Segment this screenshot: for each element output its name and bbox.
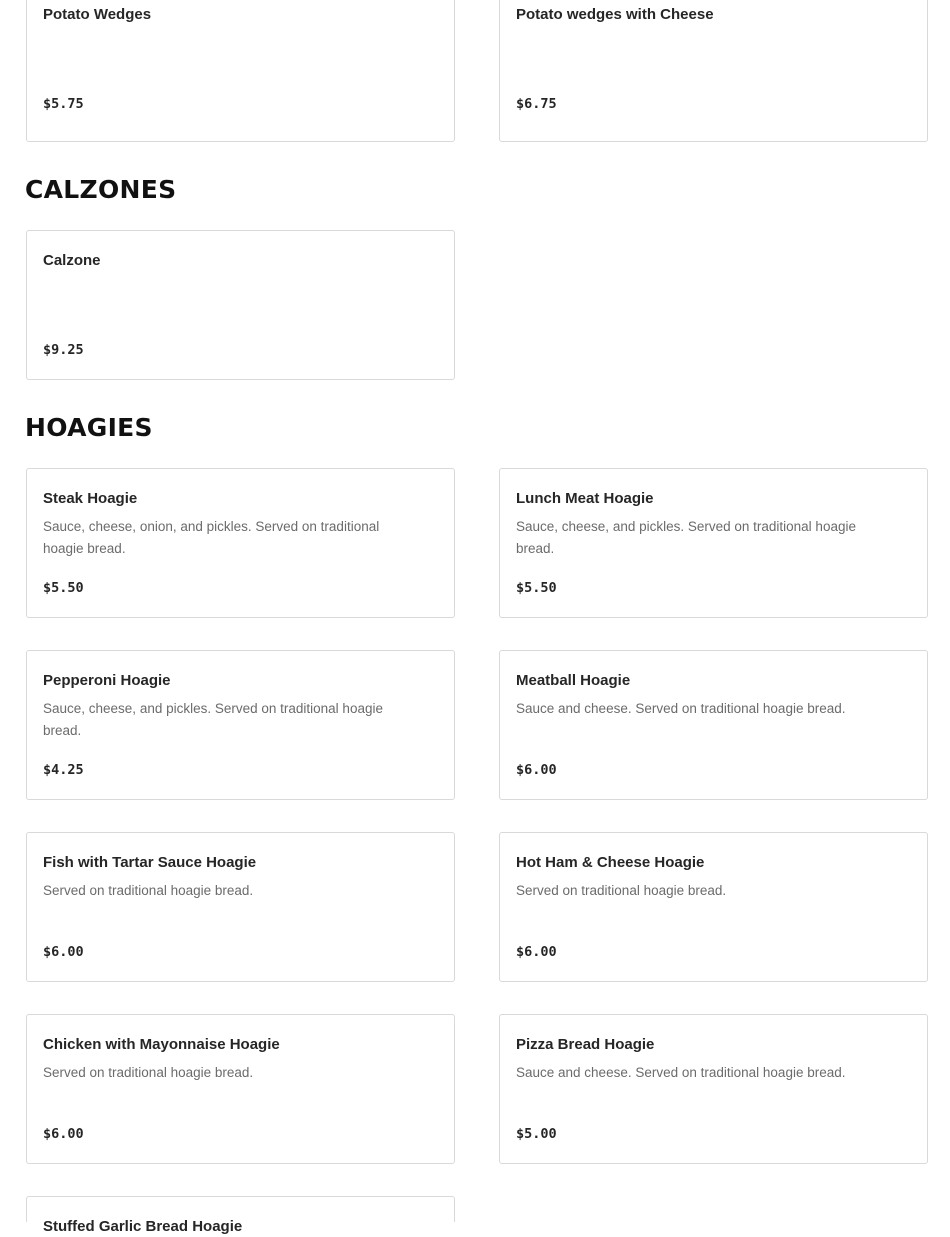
item-description: Sauce, cheese, and pickles. Served on traditional hoagie bread.: [43, 701, 383, 738]
item-name: Lunch Meat Hoagie: [516, 490, 654, 507]
menu-item-card[interactable]: [26, 832, 455, 982]
menu-item-card[interactable]: [26, 230, 455, 380]
section-heading-hoagies: HOAGIES: [25, 413, 153, 442]
item-price: $6.00: [43, 1126, 84, 1142]
item-name: Fish with Tartar Sauce Hoagie: [43, 854, 257, 871]
item-name: Hot Ham & Cheese Hoagie: [516, 854, 705, 871]
item-price: $6.75: [516, 96, 557, 112]
item-name: Steak Hoagie: [43, 490, 138, 507]
menu-item-card[interactable]: [499, 468, 928, 618]
menu-item-card[interactable]: [26, 1196, 455, 1235]
item-price: $6.00: [43, 944, 84, 960]
menu-item-card[interactable]: [26, 468, 455, 618]
menu-item-card[interactable]: [499, 1014, 928, 1164]
item-name: Chicken with Mayonnaise Hoagie: [43, 1036, 280, 1053]
menu-item-card[interactable]: [26, 1014, 455, 1164]
item-description: Sauce, cheese, onion, and pickles. Served on traditional hoagie bread.: [43, 519, 380, 556]
item-price: $5.50: [516, 580, 557, 596]
item-description: Served on traditional hoagie bread.: [43, 1065, 254, 1080]
item-name: Pizza Bread Hoagie: [516, 1036, 655, 1053]
item-price: $6.00: [516, 762, 557, 778]
item-name: Stuffed Garlic Bread Hoagie: [43, 1218, 243, 1235]
menu-item-card[interactable]: [499, 0, 928, 142]
item-description: Served on traditional hoagie bread.: [43, 883, 254, 898]
item-name: Pepperoni Hoagie: [43, 672, 171, 689]
item-price: $5.50: [43, 580, 84, 596]
item-description: Sauce and cheese. Served on traditional hoagie bread.: [516, 1065, 846, 1080]
item-description: Served on traditional hoagie bread.: [516, 883, 727, 898]
menu-item-card[interactable]: [499, 832, 928, 982]
item-price: $6.00: [516, 944, 557, 960]
item-price: $9.25: [43, 342, 84, 358]
item-price: $4.25: [43, 762, 84, 778]
item-name: Potato Wedges: [43, 6, 152, 23]
item-description: Sauce and cheese. Served on traditional hoagie bread.: [516, 701, 846, 716]
section-heading-calzones: CALZONES: [25, 175, 177, 204]
menu-item-card[interactable]: [26, 0, 455, 142]
item-description: Sauce, cheese, and pickles. Served on traditional hoagie bread.: [516, 519, 856, 556]
menu-item-card[interactable]: [26, 650, 455, 800]
item-price: $5.75: [43, 96, 84, 112]
item-name: Meatball Hoagie: [516, 672, 631, 689]
item-name: Calzone: [43, 252, 101, 269]
menu-item-card[interactable]: [499, 650, 928, 800]
item-price: $5.00: [516, 1126, 557, 1142]
item-name: Potato wedges with Cheese: [516, 6, 714, 23]
